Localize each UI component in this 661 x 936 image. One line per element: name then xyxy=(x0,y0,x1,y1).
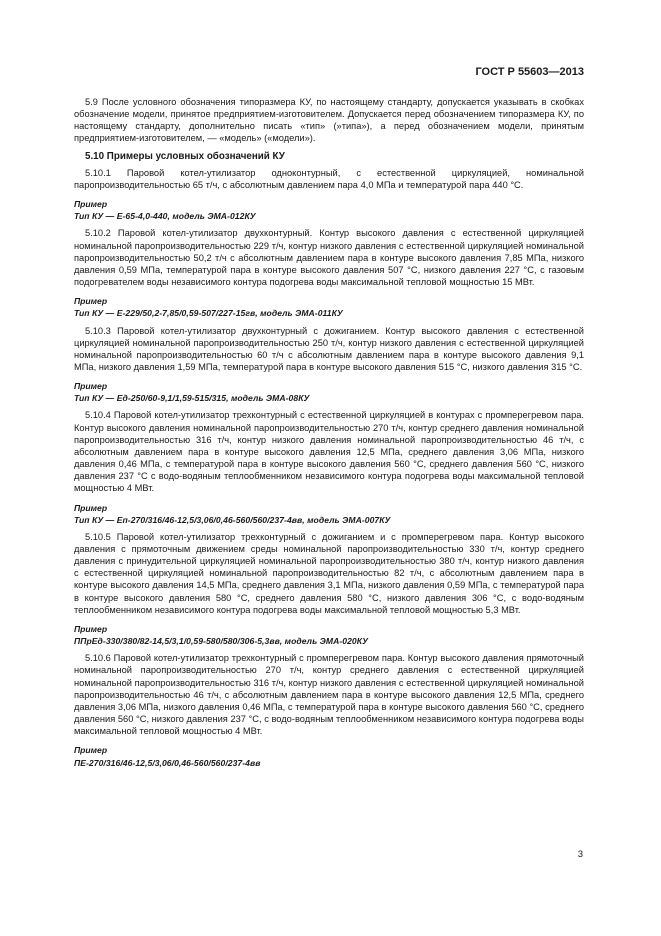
example-label-2: Пример xyxy=(74,296,108,307)
example-label-3: Пример xyxy=(74,381,108,392)
document-header: ГОСТ Р 55603—2013 xyxy=(475,66,584,78)
example-code-4: Тип КУ — Еп-270/316/46-12,5/3,06/0,46-560/560/237-4вв, модель ЭМА-007КУ xyxy=(74,514,391,525)
example-label-5: Пример xyxy=(74,623,108,634)
paragraph-5-10-4: 5.10.4 Паровой котел-утилизатор трехконтурный с естественной циркуляцией в контурах с промперегревом пара. Контур высокого давления номинальной паропроизводительностью 270 т/ч, контур среднего давления номинальной паропроизводительностью 316 т/ч, контур низкого давления номинальной паропроизводительностью 46 т/ч, с абсолютным давлением пара в контуре высокого давления 12,5 МПа, среднего давления 3,06 МПа, низкого давления 0,46 МПа, с температурой пара в контуре высокого давления 560 °С, среднего давления 560 °С, низкого давления 237 °С с водо-водяным теплообменником независимого контура подогрева воды максимальной тепловой мощностью 4 МВт. xyxy=(74,410,584,494)
example-label-1: Пример xyxy=(74,199,108,210)
document-body xyxy=(74,96,584,774)
paragraph-5-10-2: 5.10.2 Паровой котел-утилизатор двухконтурный. Контур высокого давления с естественной циркуляцией номинальной паропроизводительностью 229 т/ч, контур низкого давления с естественной циркуляцией номинальной паропроизводительностью 50,2 т/ч с абсолютным давлением пара в контуре высокого давления 7,85 МПа, низкого давления 0,59 МПа, температурой пара в контуре высокого давления 507 °С, низкого давления 227 °С, с газовым подогревателем воды независимого контура подогрева воды максимальной тепловой мощностью 15 МВт. xyxy=(74,228,584,288)
paragraph-5-10-5: 5.10.5 Паровой котел-утилизатор трехконтурный с дожиганием и с промперегревом пара. Контур высокого давления с прямоточным движением среды номинальной паропроизводительностью 330 т/ч, контур среднего давления с принудительной циркуляцией номинальной паропроизводительностью 380 т/ч, контур низкого давления с естественной циркуляцией номинальной паропроизводительностью 82 т/ч, с абсолютным давлением пара в контуре высокого давления 14,5 МПа, среднего давления 3,1 МПа, низкого давления 0,59 МПа, с температурой пара в контуре высокого давления 580 °С, среднего давления 580 °С, низкого давления 306 °С, с водо-водяным теплообменником независимого контура подогрева воды максимальной тепловой мощностью 5,3 МВт. xyxy=(74,531,584,615)
example-label-4: Пример xyxy=(74,502,108,513)
example-code-5: ППрЕд-330/380/82-14,5/3,1/0,59-580/580/306-5,3вв, модель ЭМА-020КУ xyxy=(74,636,368,647)
example-code-1: Тип КУ — Е-65-4,0-440, модель ЭМА-012КУ xyxy=(74,211,256,222)
paragraph-5-10-3: 5.10.3 Паровой котел-утилизатор двухконтурный с дожиганием. Контур высокого давления с естественной циркуляцией номинальной паропроизводительностью 250 т/ч, контур низкого давления с естественной циркуляцией номинальной паропроизводительностью 60 т/ч с абсолютным давлением пара в контуре высокого давления 9,1 МПа, низкого давления 1,59 МПа, температурой пара в контуре высокого давления 515 °С, низкого давления 315 °С. xyxy=(74,325,584,372)
example-code-6: ПЕ-270/316/46-12,5/3,06/0,46-560/560/237-4вв xyxy=(74,757,261,768)
example-code-2: Тип КУ — Е-229/50,2-7,85/0,59-507/227-15гв, модель ЭМА-011КУ xyxy=(74,308,343,319)
page-number: 3 xyxy=(577,849,583,860)
section-heading-5-10: 5.10 Примеры условных обозначений КУ xyxy=(85,150,285,162)
paragraph-5-10-1: 5.10.1 Паровой котел-утилизатор одноконтурный, с естественной циркуляцией, номинальной паропроизводительностью 65 т/ч, с абсолютным давлением пара 4,0 МПа и температурой пара 440 °С. xyxy=(74,167,584,190)
example-label-6: Пример xyxy=(74,745,108,756)
paragraph-5-10-6: 5.10.6 Паровой котел-утилизатор трехконтурный с промперегревом пара. Контур высокого давления прямоточный номинальной паропроизводительностью 270 т/ч, контур среднего давления с естественной циркуляцией номинальной паропроизводительностью 316 т/ч, контур низкого давления с естественной циркуляцией номинальной паропроизводительностью 46 т/ч, с абсолютным давлением пара в контуре высокого давления 12,5 МПа, среднего давления 3,06 МПа, низкого давления 0,46 МПа, с температурой пара в контуре высокого давления 560 °С, среднего давления 560 °С, низкого давления 237 °С, с водо-водяным теплообменником независимого контура подогрева воды максимальной тепловой мощностью 4 МВт. xyxy=(74,653,584,737)
example-code-3: Тип КУ — Ед-250/60-9,1/1,59-515/315, модель ЭМА-08КУ xyxy=(74,393,310,404)
paragraph-5-9: 5.9 После условного обозначения типоразмера КУ, по настоящему стандарту, допускается указывать в скобках обозначение модели, принятое предприятием-изготовителем. Допускается перед обозначением типоразмера КУ, по настоящему стандарту, дополнительно писать «тип» (»типа»), а перед обозначением модели, принятым предприятием-изготовителем, — «модель» («модели»). xyxy=(74,97,584,144)
